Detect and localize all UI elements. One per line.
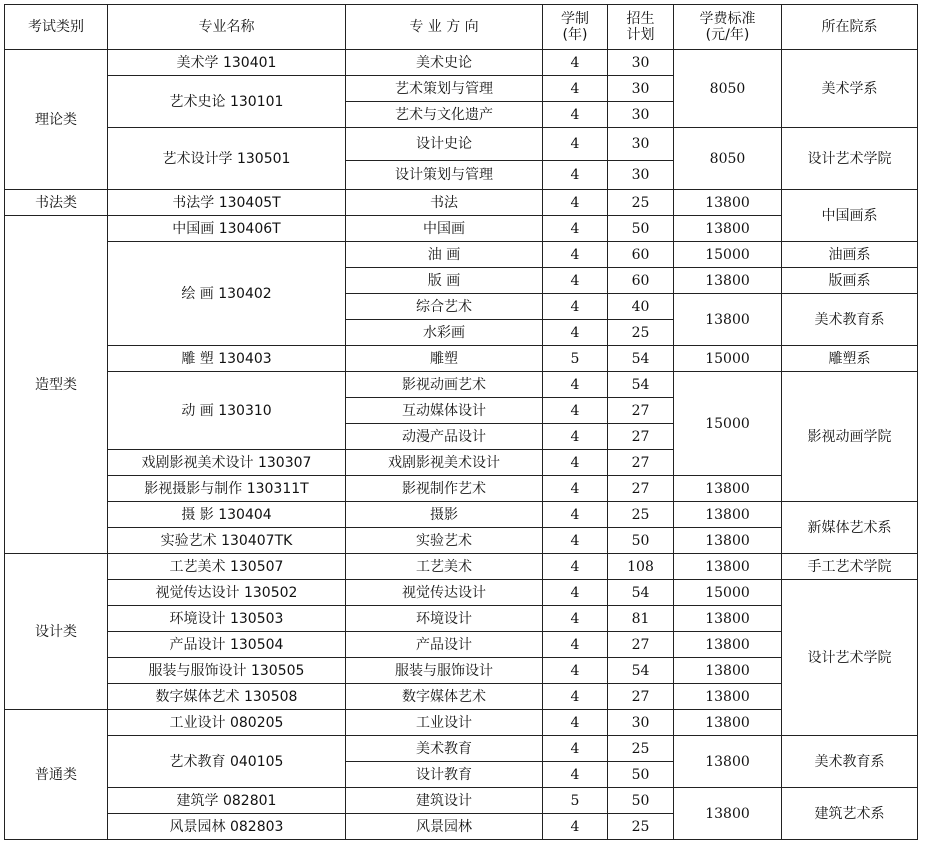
table-row xyxy=(5,710,918,736)
table-row xyxy=(5,242,918,268)
direction-cell: 艺术策划与管理 xyxy=(346,76,543,102)
years-cell: 4 xyxy=(543,658,608,684)
fee-cell: 13800 xyxy=(674,658,782,684)
fee-cell: 13800 xyxy=(674,684,782,710)
years-cell: 4 xyxy=(543,190,608,216)
quota-cell: 60 xyxy=(608,242,674,268)
header-quota-line1: 招生 xyxy=(626,11,655,27)
years-cell: 4 xyxy=(543,102,608,128)
category-cell: 造型类 xyxy=(5,216,108,554)
years-cell: 4 xyxy=(543,424,608,450)
major-cell: 艺术史论 130101 xyxy=(108,76,346,128)
quota-cell: 30 xyxy=(608,76,674,102)
years-cell: 4 xyxy=(543,372,608,398)
table-row xyxy=(5,216,918,242)
header-row xyxy=(5,5,918,50)
quota-cell: 25 xyxy=(608,190,674,216)
direction-cell: 影视动画艺术 xyxy=(346,372,543,398)
direction-cell: 美术教育 xyxy=(346,736,543,762)
direction-cell: 戏剧影视美术设计 xyxy=(346,450,543,476)
quota-cell: 30 xyxy=(608,161,674,190)
direction-cell: 摄影 xyxy=(346,502,543,528)
years-cell: 4 xyxy=(543,242,608,268)
quota-cell: 30 xyxy=(608,710,674,736)
table-row xyxy=(5,554,918,580)
category-cell: 普通类 xyxy=(5,710,108,840)
years-cell: 4 xyxy=(543,76,608,102)
years-cell: 4 xyxy=(543,320,608,346)
quota-cell: 30 xyxy=(608,102,674,128)
fee-cell: 13800 xyxy=(674,736,782,788)
direction-cell: 设计史论 xyxy=(346,128,543,161)
dept-cell: 设计艺术学院 xyxy=(782,128,918,190)
major-cell: 动 画 130310 xyxy=(108,372,346,450)
major-cell: 绘 画 130402 xyxy=(108,242,346,346)
quota-cell: 54 xyxy=(608,372,674,398)
table-row xyxy=(5,372,918,398)
quota-cell: 27 xyxy=(608,632,674,658)
fee-cell: 13800 xyxy=(674,606,782,632)
dept-cell: 美术教育系 xyxy=(782,736,918,788)
dept-cell: 设计艺术学院 xyxy=(782,580,918,736)
table-row xyxy=(5,632,918,658)
table-row xyxy=(5,502,918,528)
quota-cell: 27 xyxy=(608,424,674,450)
major-cell: 建筑学 082801 xyxy=(108,788,346,814)
fee-cell: 15000 xyxy=(674,346,782,372)
table-row xyxy=(5,684,918,710)
direction-cell: 设计策划与管理 xyxy=(346,161,543,190)
direction-cell: 版 画 xyxy=(346,268,543,294)
years-cell: 4 xyxy=(543,161,608,190)
quota-cell: 25 xyxy=(608,736,674,762)
direction-cell: 影视制作艺术 xyxy=(346,476,543,502)
major-cell: 工业设计 080205 xyxy=(108,710,346,736)
quota-cell: 30 xyxy=(608,128,674,161)
quota-cell: 40 xyxy=(608,294,674,320)
quota-cell: 54 xyxy=(608,346,674,372)
fee-cell: 13800 xyxy=(674,554,782,580)
years-cell: 4 xyxy=(543,580,608,606)
table-row xyxy=(5,346,918,372)
header-fee-line1: 学费标准 xyxy=(699,11,756,27)
dept-cell: 中国画系 xyxy=(782,190,918,242)
table-row xyxy=(5,658,918,684)
years-cell: 4 xyxy=(543,50,608,76)
years-cell: 4 xyxy=(543,502,608,528)
fee-cell: 13800 xyxy=(674,502,782,528)
header-quota-line2: 计划 xyxy=(626,27,655,43)
years-cell: 4 xyxy=(543,606,608,632)
quota-cell: 25 xyxy=(608,320,674,346)
quota-cell: 27 xyxy=(608,398,674,424)
dept-cell: 美术教育系 xyxy=(782,294,918,346)
major-cell: 雕 塑 130403 xyxy=(108,346,346,372)
direction-cell: 雕塑 xyxy=(346,346,543,372)
years-cell: 5 xyxy=(543,346,608,372)
fee-cell: 13800 xyxy=(674,216,782,242)
fee-cell: 15000 xyxy=(674,372,782,476)
years-cell: 4 xyxy=(543,684,608,710)
major-cell: 艺术教育 040105 xyxy=(108,736,346,788)
table-row xyxy=(5,50,918,76)
category-cell: 设计类 xyxy=(5,554,108,710)
header-quota xyxy=(608,5,674,50)
major-cell: 工艺美术 130507 xyxy=(108,554,346,580)
direction-cell: 建筑设计 xyxy=(346,788,543,814)
fee-cell: 13800 xyxy=(674,268,782,294)
fee-cell: 13800 xyxy=(674,710,782,736)
fee-cell: 13800 xyxy=(674,528,782,554)
header-years xyxy=(543,5,608,50)
header-years-line1: 学制 xyxy=(561,11,589,27)
quota-cell: 81 xyxy=(608,606,674,632)
quota-cell: 50 xyxy=(608,528,674,554)
years-cell: 4 xyxy=(543,476,608,502)
dept-cell: 影视动画学院 xyxy=(782,372,918,502)
major-cell: 戏剧影视美术设计 130307 xyxy=(108,450,346,476)
quota-cell: 54 xyxy=(608,580,674,606)
table-row xyxy=(5,476,918,502)
years-cell: 4 xyxy=(543,554,608,580)
dept-cell: 油画系 xyxy=(782,242,918,268)
fee-cell: 8050 xyxy=(674,50,782,128)
years-cell: 4 xyxy=(543,294,608,320)
dept-cell: 手工艺术学院 xyxy=(782,554,918,580)
table-row xyxy=(5,190,918,216)
direction-cell: 数字媒体艺术 xyxy=(346,684,543,710)
years-cell: 4 xyxy=(543,710,608,736)
major-cell: 环境设计 130503 xyxy=(108,606,346,632)
fee-cell: 13800 xyxy=(674,632,782,658)
years-cell: 4 xyxy=(543,450,608,476)
quota-cell: 25 xyxy=(608,502,674,528)
direction-cell: 中国画 xyxy=(346,216,543,242)
direction-cell: 实验艺术 xyxy=(346,528,543,554)
direction-cell: 互动媒体设计 xyxy=(346,398,543,424)
direction-cell: 视觉传达设计 xyxy=(346,580,543,606)
header-fee xyxy=(674,5,782,50)
major-cell: 艺术设计学 130501 xyxy=(108,128,346,190)
header-fee-line2: (元/年) xyxy=(705,27,750,43)
major-cell: 数字媒体艺术 130508 xyxy=(108,684,346,710)
direction-cell: 产品设计 xyxy=(346,632,543,658)
fee-cell: 13800 xyxy=(674,476,782,502)
dept-cell: 建筑艺术系 xyxy=(782,788,918,840)
major-cell: 风景园林 082803 xyxy=(108,814,346,840)
category-cell: 理论类 xyxy=(5,50,108,190)
major-cell: 中国画 130406T xyxy=(108,216,346,242)
header-major: 专业名称 xyxy=(108,5,346,50)
header-dept: 所在院系 xyxy=(782,5,918,50)
header-category: 考试类别 xyxy=(5,5,108,50)
major-cell: 摄 影 130404 xyxy=(108,502,346,528)
quota-cell: 27 xyxy=(608,450,674,476)
dept-cell: 雕塑系 xyxy=(782,346,918,372)
quota-cell: 50 xyxy=(608,216,674,242)
direction-cell: 工业设计 xyxy=(346,710,543,736)
years-cell: 4 xyxy=(543,268,608,294)
major-cell: 实验艺术 130407TK xyxy=(108,528,346,554)
direction-cell: 服装与服饰设计 xyxy=(346,658,543,684)
years-cell: 5 xyxy=(543,788,608,814)
major-cell: 影视摄影与制作 130311T xyxy=(108,476,346,502)
header-direction: 专 业 方 向 xyxy=(346,5,543,50)
table-row xyxy=(5,528,918,554)
major-cell: 服装与服饰设计 130505 xyxy=(108,658,346,684)
direction-cell: 动漫产品设计 xyxy=(346,424,543,450)
years-cell: 4 xyxy=(543,632,608,658)
direction-cell: 美术史论 xyxy=(346,50,543,76)
quota-cell: 50 xyxy=(608,762,674,788)
years-cell: 4 xyxy=(543,736,608,762)
major-cell: 美术学 130401 xyxy=(108,50,346,76)
table-row xyxy=(5,128,918,161)
fee-cell: 15000 xyxy=(674,580,782,606)
direction-cell: 环境设计 xyxy=(346,606,543,632)
table-row xyxy=(5,736,918,762)
years-cell: 4 xyxy=(543,814,608,840)
fee-cell: 13800 xyxy=(674,294,782,346)
direction-cell: 风景园林 xyxy=(346,814,543,840)
direction-cell: 工艺美术 xyxy=(346,554,543,580)
quota-cell: 108 xyxy=(608,554,674,580)
years-cell: 4 xyxy=(543,128,608,161)
quota-cell: 54 xyxy=(608,658,674,684)
direction-cell: 书法 xyxy=(346,190,543,216)
quota-cell: 60 xyxy=(608,268,674,294)
years-cell: 4 xyxy=(543,398,608,424)
dept-cell: 新媒体艺术系 xyxy=(782,502,918,554)
table-row xyxy=(5,788,918,814)
direction-cell: 水彩画 xyxy=(346,320,543,346)
direction-cell: 艺术与文化遗产 xyxy=(346,102,543,128)
table-row xyxy=(5,580,918,606)
dept-cell: 美术学系 xyxy=(782,50,918,128)
quota-cell: 50 xyxy=(608,788,674,814)
header-years-line2: (年) xyxy=(562,27,588,43)
fee-cell: 15000 xyxy=(674,242,782,268)
enrollment-table xyxy=(4,4,918,840)
quota-cell: 27 xyxy=(608,684,674,710)
dept-cell: 版画系 xyxy=(782,268,918,294)
major-cell: 视觉传达设计 130502 xyxy=(108,580,346,606)
quota-cell: 25 xyxy=(608,814,674,840)
major-cell: 书法学 130405T xyxy=(108,190,346,216)
years-cell: 4 xyxy=(543,216,608,242)
quota-cell: 30 xyxy=(608,50,674,76)
fee-cell: 13800 xyxy=(674,190,782,216)
years-cell: 4 xyxy=(543,762,608,788)
major-cell: 产品设计 130504 xyxy=(108,632,346,658)
fee-cell: 13800 xyxy=(674,788,782,840)
years-cell: 4 xyxy=(543,528,608,554)
table-row xyxy=(5,606,918,632)
quota-cell: 27 xyxy=(608,476,674,502)
fee-cell: 8050 xyxy=(674,128,782,190)
category-cell: 书法类 xyxy=(5,190,108,216)
direction-cell: 设计教育 xyxy=(346,762,543,788)
direction-cell: 综合艺术 xyxy=(346,294,543,320)
direction-cell: 油 画 xyxy=(346,242,543,268)
